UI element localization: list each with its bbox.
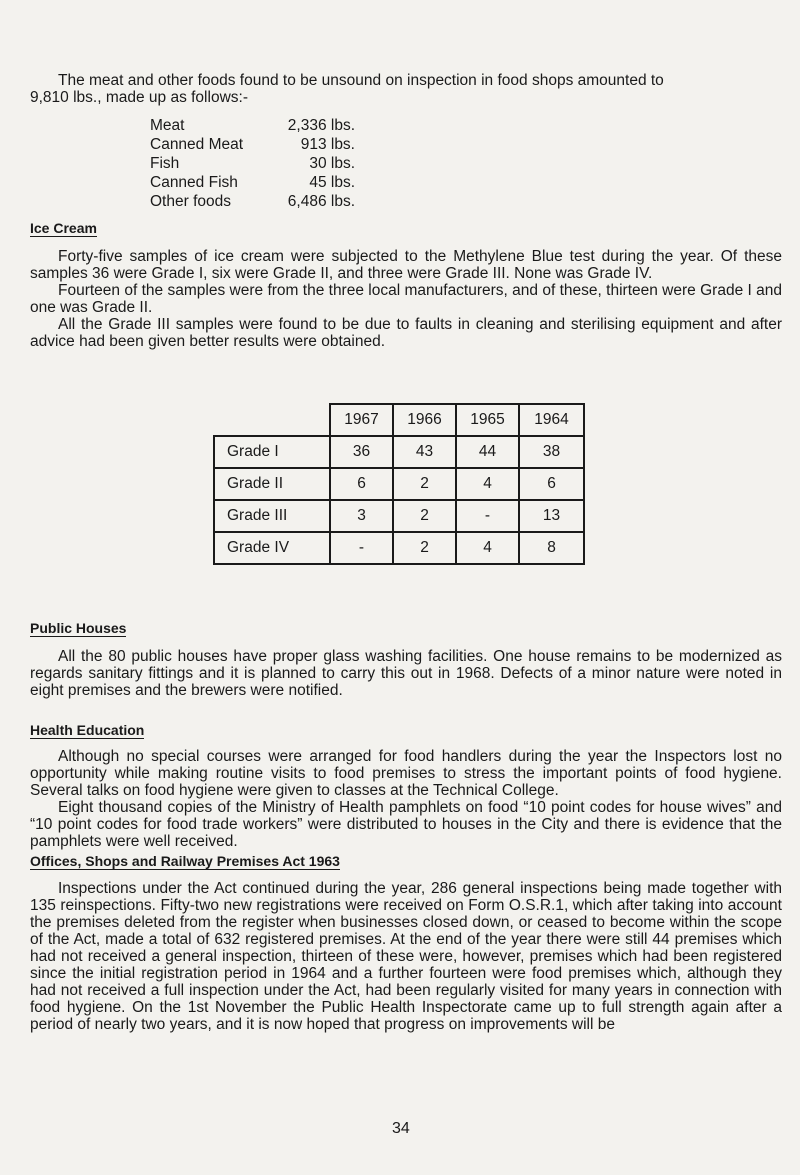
- food-amount: 45 lbs.: [309, 174, 355, 191]
- offices-act-paragraph: Inspections under the Act continued during the year, 286 general inspections being made together with 135 reinspections. Fifty-two new registrations were received on Form O.S.R.1, which after taking into account the premises deleted from the register when businesses closed down, or ceased to become within the scope of the Act, made a total of 632 registered premises. At the end of the year there were still 44 premises which had not received a general inspection, thirteen of these were, however, premises which had been registered since the initial registration period in 1964 and a further fourteen were food premises which, although they had not received a full inspection under the Act, had been regularly visited for many years in connection with food hygiene. On the 1st November the Public Health Inspectorate came up to full strength again after a period of nearly two years, and it is now hoped that progress on improvements will be: [30, 880, 782, 1033]
- table-cell: 3: [330, 500, 393, 532]
- column-header: 1967: [330, 404, 393, 436]
- food-name: Canned Fish: [150, 174, 238, 191]
- public-houses-paragraph: All the 80 public houses have proper glass washing facilities. One house remains to be modernized as regards sanitary fittings and it is planned to carry this out in 1968. Defects of a minor nature were noted in eight premises and the brewers were notified.: [30, 648, 782, 699]
- intro-paragraph: [30, 72, 780, 106]
- food-amount: 2,336 lbs.: [287, 117, 355, 134]
- ice-cream-grade-table: [213, 403, 585, 565]
- public-houses-text: [30, 648, 782, 699]
- row-header: Grade I: [214, 436, 330, 468]
- table-cell: 43: [393, 436, 456, 468]
- health-education-text: [30, 748, 782, 850]
- table-cell: 36: [330, 436, 393, 468]
- table-cell: 44: [456, 436, 519, 468]
- intro-line-2: 9,810 lbs., made up as follows:-: [30, 89, 248, 106]
- ice-cream-paragraph-2: Fourteen of the samples were from the three local manufacturers, and of these, thirteen were Grade I and one was Grade II.: [30, 282, 782, 316]
- page-number: 34: [392, 1120, 410, 1137]
- public-houses-heading: Public Houses: [30, 620, 127, 636]
- food-row: [150, 192, 355, 211]
- table-cell: 2: [393, 532, 456, 564]
- intro-line-1: The meat and other foods found to be unsound on inspection in food shops amounted to: [58, 72, 664, 89]
- food-amount: 913 lbs.: [300, 136, 355, 153]
- unsound-foods-list: [150, 116, 355, 211]
- row-header: Grade II: [214, 468, 330, 500]
- ice-cream-text: [30, 248, 782, 350]
- table-cell: 8: [519, 532, 584, 564]
- table-cell: 4: [456, 532, 519, 564]
- row-header: Grade IV: [214, 532, 330, 564]
- food-name: Fish: [150, 155, 180, 172]
- food-row: [150, 135, 355, 154]
- table-header-row: [214, 404, 584, 436]
- table-cell: 4: [456, 468, 519, 500]
- offices-act-text: [30, 880, 782, 1033]
- table-cell: 6: [519, 468, 584, 500]
- food-name: Canned Meat: [150, 136, 244, 153]
- column-header: 1966: [393, 404, 456, 436]
- table-row: [214, 532, 584, 564]
- table-row: [214, 468, 584, 500]
- food-name: Meat: [150, 117, 185, 134]
- offices-act-heading: Offices, Shops and Railway Premises Act 1963: [30, 853, 340, 869]
- food-row: [150, 116, 355, 135]
- food-amount: 30 lbs.: [309, 155, 355, 172]
- table-cell: -: [330, 532, 393, 564]
- table-row: [214, 436, 584, 468]
- table-cell: 2: [393, 500, 456, 532]
- ice-cream-paragraph-1: Forty-five samples of ice cream were subjected to the Methylene Blue test during the year. Of these samples 36 were Grade I, six were Grade II, and three were Grade III. None was Grade IV.: [30, 248, 782, 282]
- table-cell: 38: [519, 436, 584, 468]
- table-cell: 6: [330, 468, 393, 500]
- table-cell: 13: [519, 500, 584, 532]
- row-header: Grade III: [214, 500, 330, 532]
- food-row: [150, 154, 355, 173]
- health-education-paragraph-2: Eight thousand copies of the Ministry of Health pamphlets on food “10 point codes for house wives” and “10 point codes for food trade workers” were distributed to houses in the City and there is evidence that the pamphlets were well received.: [30, 799, 782, 850]
- column-header: 1965: [456, 404, 519, 436]
- food-amount: 6,486 lbs.: [287, 193, 355, 210]
- ice-cream-paragraph-3: All the Grade III samples were found to be due to faults in cleaning and sterilising equipment and after advice had been given better results were obtained.: [30, 316, 782, 350]
- food-row: [150, 173, 355, 192]
- health-education-heading: Health Education: [30, 722, 145, 738]
- table-corner-cell: [214, 404, 330, 436]
- table-row: [214, 500, 584, 532]
- food-name: Other foods: [150, 193, 231, 210]
- health-education-paragraph-1: Although no special courses were arranged for food handlers during the year the Inspectors lost no opportunity while making routine visits to food premises to stress the important points of food hygiene. Several talks on food hygiene were given to classes at the Technical College.: [30, 748, 782, 799]
- table-cell: 2: [393, 468, 456, 500]
- ice-cream-heading: Ice Cream: [30, 220, 97, 236]
- table-cell: -: [456, 500, 519, 532]
- column-header: 1964: [519, 404, 584, 436]
